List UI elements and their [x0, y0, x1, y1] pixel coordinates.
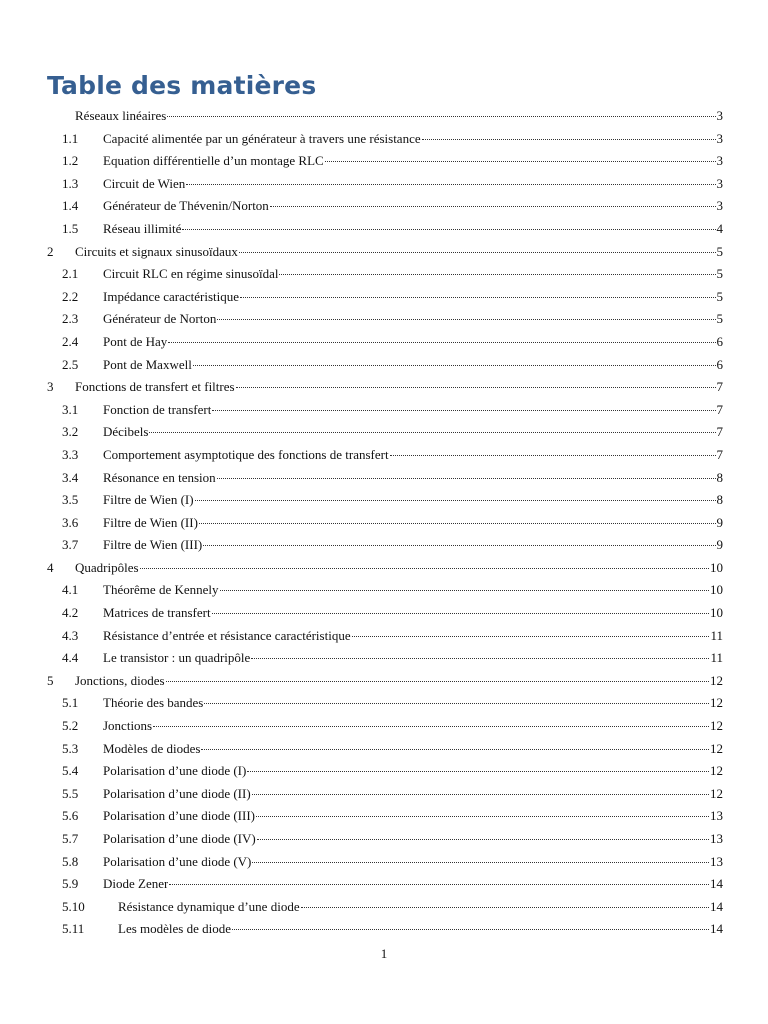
toc-entry-title: Jonctions — [103, 718, 153, 734]
toc-entry-number: 5.10 — [62, 898, 85, 914]
dot-leader — [182, 214, 715, 230]
toc-entry-number: 4 — [47, 559, 54, 575]
toc-entry-number: 3.1 — [62, 401, 79, 417]
toc-entry-number: 2 — [47, 243, 54, 259]
toc-entry-number: 4.2 — [62, 605, 79, 621]
toc-entry-number: 1.5 — [62, 220, 79, 236]
toc-entry-title: Réseau illimité — [103, 220, 182, 236]
toc-entry-page: 12 — [710, 695, 723, 711]
toc-entry-number: 2.2 — [62, 288, 79, 304]
toc-entry-number: 2.3 — [62, 311, 79, 327]
toc-entry-page: 13 — [710, 831, 723, 846]
dot-leader — [217, 463, 716, 479]
dot-leader — [252, 847, 709, 863]
toc-entry-number: 3.6 — [62, 514, 79, 530]
toc-entry-number: 5.5 — [62, 785, 79, 801]
dot-leader — [201, 734, 709, 750]
toc-entry-title: Théorie des bandes — [103, 695, 204, 711]
toc-entry-page: 10 — [710, 605, 723, 621]
dot-leader — [325, 146, 716, 162]
toc-entry-number: 5.2 — [62, 718, 79, 734]
dot-leader — [236, 372, 716, 388]
toc-entry-page: 7 — [716, 401, 723, 417]
toc-entry-number: 3.4 — [62, 469, 79, 485]
dot-leader — [186, 169, 715, 185]
toc-entry-title: Pont de Maxwell — [103, 356, 192, 372]
toc-entry-page: 12 — [710, 718, 723, 734]
dot-leader — [140, 553, 709, 569]
dot-leader — [195, 485, 716, 501]
toc-entry-title: Résistance dynamique d’une diode — [118, 898, 300, 914]
dot-leader — [167, 101, 715, 117]
page-number: 1 — [380, 946, 388, 961]
dot-leader — [166, 666, 709, 682]
toc-entry-number: 3.3 — [62, 446, 79, 462]
toc-entry-number: 5.9 — [62, 876, 79, 892]
toc-entry-page: 13 — [710, 853, 723, 869]
toc-entry-number: 2.4 — [62, 333, 79, 349]
dot-leader — [204, 688, 709, 704]
toc-entry-page: 14 — [710, 898, 723, 914]
toc-entry-title: Polarisation d’une diode (V) — [103, 853, 252, 869]
toc-entry-title: Filtre de Wien (III) — [103, 537, 203, 553]
toc-entry-title: Résistance d’entrée et résistance caractéristique — [103, 627, 351, 643]
toc-entry-title: Diode Zener — [103, 876, 169, 892]
toc-entry-number: 5.1 — [62, 695, 79, 711]
toc-entry-page: 9 — [716, 537, 723, 553]
toc-entry-number: 3.7 — [62, 537, 79, 553]
toc-entry-page: 11 — [710, 627, 723, 643]
toc-entry-page: 13 — [710, 808, 723, 824]
toc-entry-number: 5 — [47, 672, 54, 688]
toc-entry-title: Comportement asymptotique des fonctions de transfert — [103, 446, 389, 462]
toc-entry-page: 6 — [716, 333, 723, 349]
toc-entry-number: 5.11 — [62, 921, 85, 937]
toc-entry-title: Polarisation d’une diode (II) — [103, 785, 251, 801]
toc-entry-page: 12 — [710, 672, 723, 688]
toc-entry-title: Le transistor : un quadripôle — [103, 650, 251, 666]
toc-entry-title: Les modèles de diode — [118, 921, 231, 937]
toc-entry-page: 5 — [716, 288, 723, 304]
toc-entry-page: 12 — [710, 763, 723, 779]
dot-leader — [199, 508, 716, 524]
toc-entry-page: 7 — [716, 379, 723, 395]
toc-entry-page: 8 — [716, 469, 723, 485]
toc-entry-page: 14 — [710, 876, 723, 892]
toc-entry-page: 5 — [716, 311, 723, 327]
toc-entry-page: 7 — [716, 424, 723, 440]
toc-entry-number: 5.6 — [62, 808, 79, 824]
toc-entry-number: 4.4 — [62, 650, 79, 666]
toc-entry-title: Générateur de Norton — [103, 311, 217, 327]
dot-leader — [220, 575, 709, 591]
toc-entry-number: 4.1 — [62, 582, 79, 598]
dot-leader — [240, 282, 715, 298]
toc-entry-title: Circuit de Wien — [103, 175, 186, 191]
dot-leader — [256, 801, 709, 817]
toc-entry-page: 3 — [716, 175, 723, 191]
dot-leader — [390, 440, 716, 456]
page-title: Table des matières — [47, 71, 317, 100]
toc-entry-number: 2.1 — [62, 266, 79, 282]
toc-entry-page: 10 — [710, 582, 723, 598]
toc-entry-title: Polarisation d’une diode (IV) — [103, 831, 256, 846]
dot-leader — [422, 124, 716, 140]
toc-entry-title: Impédance caractéristique — [103, 288, 240, 304]
dot-leader — [217, 304, 715, 320]
dot-leader — [212, 598, 709, 614]
toc-entry-page: 7 — [716, 446, 723, 462]
toc-entry-number: 3 — [47, 379, 54, 395]
dot-leader — [257, 824, 709, 840]
toc-entry-title: Décibels — [103, 424, 149, 440]
toc-entry-number: 1.1 — [62, 130, 79, 146]
toc-entry-page: 4 — [716, 220, 723, 236]
toc-entry-title: Filtre de Wien (II) — [103, 514, 198, 530]
dot-leader — [193, 350, 716, 366]
toc-entry-title: Circuit RLC en régime sinusoïdal — [103, 266, 279, 282]
toc-entry-title: Equation différentielle d’un montage RLC — [103, 153, 324, 169]
toc-entry-number: 5.4 — [62, 763, 79, 779]
dot-leader — [252, 779, 709, 795]
toc-entry-title: Résonance en tension — [103, 469, 216, 485]
toc-entry-title: Jonctions, diodes — [75, 672, 165, 688]
toc-entry-number: 1.2 — [62, 153, 79, 169]
toc-entry-page: 14 — [710, 921, 723, 937]
dot-leader — [153, 711, 709, 727]
toc-entry-number: 3.2 — [62, 424, 79, 440]
toc-entry-page: 10 — [710, 559, 723, 575]
toc-entry-page: 3 — [716, 153, 723, 169]
toc-entry-number: 5.8 — [62, 853, 79, 869]
dot-leader — [270, 191, 716, 207]
toc-entry-title: Polarisation d’une diode (I) — [103, 763, 247, 779]
toc-entry-number: 1.4 — [62, 198, 79, 214]
toc-entry-title: Fonction de transfert — [103, 401, 212, 417]
toc-entry-page: 8 — [716, 492, 723, 508]
toc-entry-title: Quadripôles — [75, 559, 139, 575]
dot-leader — [251, 643, 709, 659]
toc-entry-number: 4.3 — [62, 627, 79, 643]
dot-leader — [301, 892, 709, 908]
toc-entry-title: Polarisation d’une diode (III) — [103, 808, 255, 824]
toc-entry-title: Circuits et signaux sinusoïdaux — [75, 243, 238, 259]
toc-entry-number: 3.5 — [62, 492, 79, 508]
toc-entry-title: Fonctions de transfert et filtres — [75, 379, 235, 395]
dot-leader — [149, 417, 715, 433]
toc-entry-page: 5 — [716, 266, 723, 282]
dot-leader — [212, 395, 715, 411]
toc-entry-number: 1.3 — [62, 175, 79, 191]
toc-entry-title: Réseaux linéaires — [75, 108, 167, 123]
toc-entry-title: Filtre de Wien (I) — [103, 492, 194, 508]
dot-leader — [232, 914, 709, 930]
toc-entry-page: 5 — [716, 243, 723, 259]
toc-entry-number: 5.3 — [62, 740, 79, 756]
dot-leader — [352, 621, 710, 637]
toc-entry-title: Modèles de diodes — [103, 740, 201, 756]
dot-leader — [169, 869, 709, 885]
dot-leader — [203, 530, 715, 546]
toc-entry-title: Capacité alimentée par un générateur à travers une résistance — [103, 130, 421, 146]
dot-leader — [239, 237, 716, 253]
toc-entry-title: Matrices de transfert — [103, 605, 211, 621]
toc-entry-page: 3 — [716, 198, 723, 214]
toc-entry-page: 6 — [716, 356, 723, 372]
toc-entry-page: 3 — [716, 108, 723, 123]
toc-entry-page: 12 — [710, 740, 723, 756]
toc-entry-number: 5.7 — [62, 831, 79, 846]
toc-entry-number: 2.5 — [62, 356, 79, 372]
toc-entry-title: Pont de Hay — [103, 333, 168, 349]
toc-entry-page: 12 — [710, 785, 723, 801]
toc-entry-title: Générateur de Thévenin/Norton — [103, 198, 269, 214]
toc-entry-page: 11 — [710, 650, 723, 666]
dot-leader — [247, 756, 709, 772]
dot-leader — [279, 259, 715, 275]
toc-entry-page: 9 — [716, 514, 723, 530]
toc-entry-page: 3 — [716, 130, 723, 146]
dot-leader — [168, 327, 715, 343]
table-of-contents — [47, 104, 723, 940]
toc-entry-title: Théorême de Kennely — [103, 582, 219, 598]
toc-entry[interactable] — [47, 917, 723, 940]
